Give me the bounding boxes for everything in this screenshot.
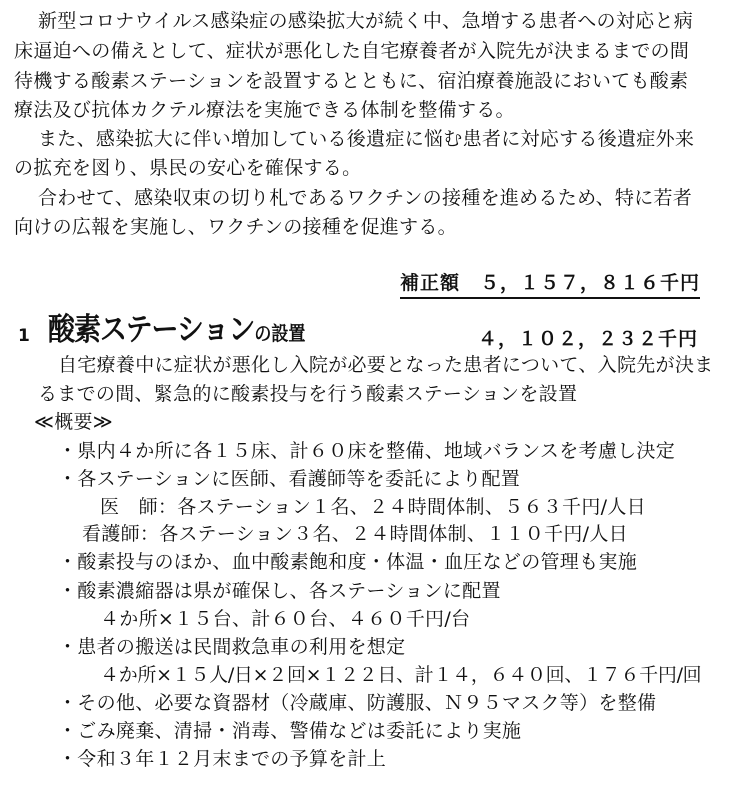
section-title bbox=[48, 304, 305, 349]
overview-detail: 看護師：各ステーション３名、２４時間体制、１１０千円/人日 bbox=[82, 523, 628, 545]
description-line: るまでの間、緊急的に酸素投与を行う酸素ステーションを設置 bbox=[38, 383, 578, 405]
overview-detail: 医 師：各ステーション１名、２４時間体制、５６３千円/人日 bbox=[100, 496, 646, 518]
overview-bullet: ・県内４か所に各１５床、計６０床を整備、地域バランスを考慮し決定 bbox=[58, 440, 676, 462]
overview-bullet: ・酸素濃縮器は県が確保し、各ステーションに配置 bbox=[58, 580, 501, 602]
intro-line: の拡充を図り、県民の安心を確保する。 bbox=[14, 157, 362, 179]
overview-bullet: ・患者の搬送は民間救急車の利用を想定 bbox=[58, 636, 406, 658]
section-title-main: 酸素ステーション bbox=[48, 312, 255, 348]
overview-detail: ４か所×１５人/日×２回×１２２日、計１４，６４０回、１７６千円/回 bbox=[100, 664, 702, 686]
overview-bullet: ・各ステーションに医師、看護師等を委託により配置 bbox=[58, 468, 521, 490]
overview-detail: ４か所×１５台、計６０台、４６０千円/台 bbox=[100, 608, 471, 630]
overview-bullet: ・その他、必要な資器材（冷蔵庫、防護服、Ｎ９５マスク等）を整備 bbox=[58, 692, 657, 714]
intro-line: 待機する酸素ステーションを設置するとともに、宿泊療養施設においても酸素 bbox=[14, 70, 689, 92]
overview-bullet: ・酸素投与のほか、血中酸素飽和度・体温・血圧などの管理も実施 bbox=[58, 551, 638, 573]
overview-bullet: ・ごみ廃棄、清掃・消毒、警備などは委託により実施 bbox=[58, 720, 522, 742]
section-heading bbox=[18, 310, 710, 350]
section-number: 1 bbox=[18, 326, 30, 346]
overview-bullet: ・令和３年１２月末までの予算を計上 bbox=[58, 748, 387, 770]
total-amount: 補正額 ５，１５７，８１６千円 bbox=[400, 268, 700, 299]
intro-line: 療法及び抗体カクテル療法を実施できる体制を整備する。 bbox=[14, 99, 515, 121]
intro-line: 新型コロナウイルス感染症の感染拡大が続く中、急増する患者への対応と病 bbox=[38, 10, 694, 32]
intro-line: 床逼迫への備えとして、症状が悪化した自宅療養者が入院先が決まるまでの間 bbox=[14, 40, 690, 62]
section-amount: ４，１０２，２３２千円 bbox=[477, 328, 698, 350]
intro-line: 合わせて、感染収束の切り札であるワクチンの接種を進めるため、特に若者 bbox=[38, 187, 693, 209]
intro-line: また、感染拡大に伴い増加している後遺症に悩む患者に対応する後遺症外来 bbox=[38, 128, 695, 150]
intro-line: 向けの広報を実施し、ワクチンの接種を促進する。 bbox=[14, 216, 457, 238]
overview-heading: ≪概要≫ bbox=[34, 411, 113, 433]
section-title-suffix: の設置 bbox=[254, 322, 306, 346]
description-line: 自宅療養中に症状が悪化し入院が必要となった患者について、入院先が決ま bbox=[58, 354, 714, 376]
